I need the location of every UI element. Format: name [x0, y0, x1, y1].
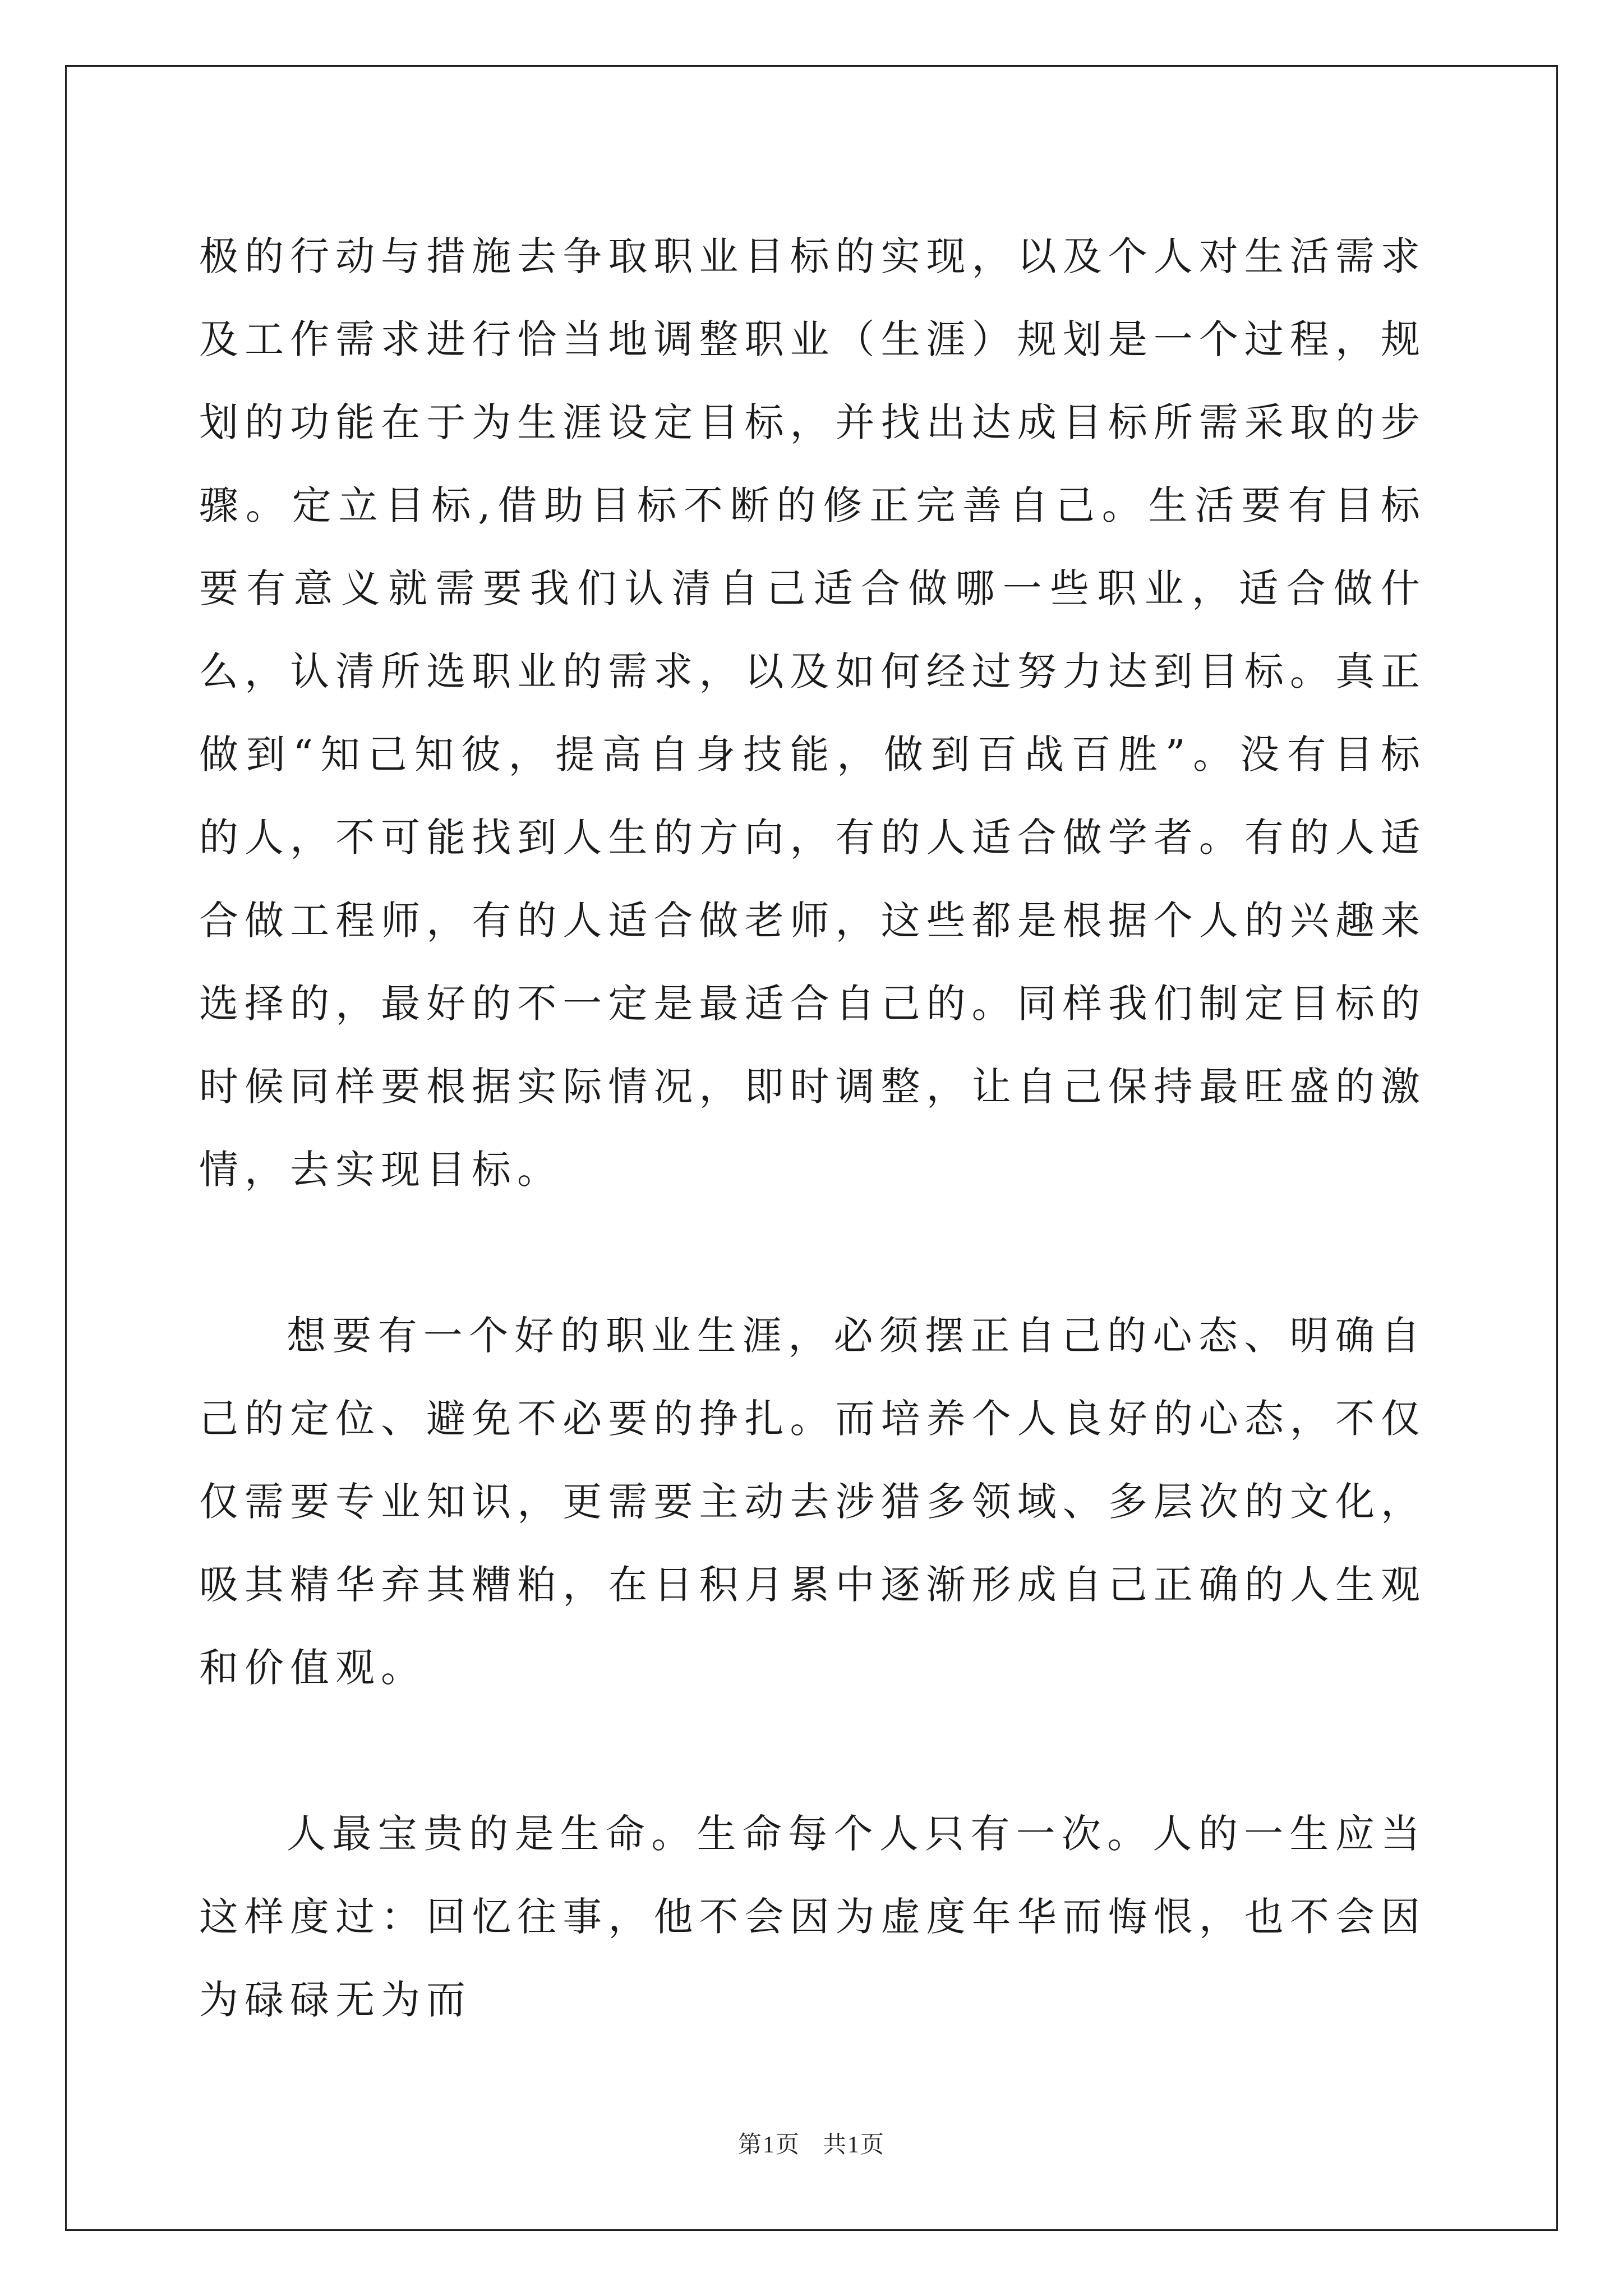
document-body	[199, 215, 1426, 2041]
paragraph: 人最宝贵的是生命。生命每个人只有一次。人的一生应当这样度过：回忆往事，他不会因为虚度年华而悔恨，也不会因为碌碌无为而	[199, 1811, 1426, 2023]
paragraph: 极的行动与措施去争取职业目标的实现，以及个人对生活需求及工作需求进行恰当地调整职业（生涯）规划是一个过程，规划的功能在于为生涯设定目标，并找出达成目标所需采取的步骤。定立目标,借助目标不断的修正完善自己。生活要有目标要有意义就需要我们认清自己适合做哪一些职业，适合做什么，认清所选职业的需求，以及如何经过努力达到目标。真正做到“知己知彼，提高自身技能，做到百战百胜”。没有目标的人，不可能找到人生的方向，有的人适合做学者。有的人适合做工程师，有的人适合做老师，这些都是根据个人的兴趣来选择的，最好的不一定是最适合自己的。同样我们制定目标的时候同样要根据实际情况，即时调整，让自己保持最旺盛的激情，去实现目标。	[199, 233, 1426, 1193]
page-total: 共1页	[823, 2132, 886, 2158]
paragraph: 想要有一个好的职业生涯，必须摆正自己的心态、明确自己的定位、避免不必要的挣扎。而培养个人良好的心态，不仅仅需要专业知识，更需要主动去涉猎多领域、多层次的文化，吸其精华弃其糟粕，在日积月累中逐渐形成自己正确的人生观和价值观。	[199, 1313, 1426, 1691]
page-number: 第1页	[737, 2132, 800, 2158]
page-footer	[0, 2126, 1623, 2160]
